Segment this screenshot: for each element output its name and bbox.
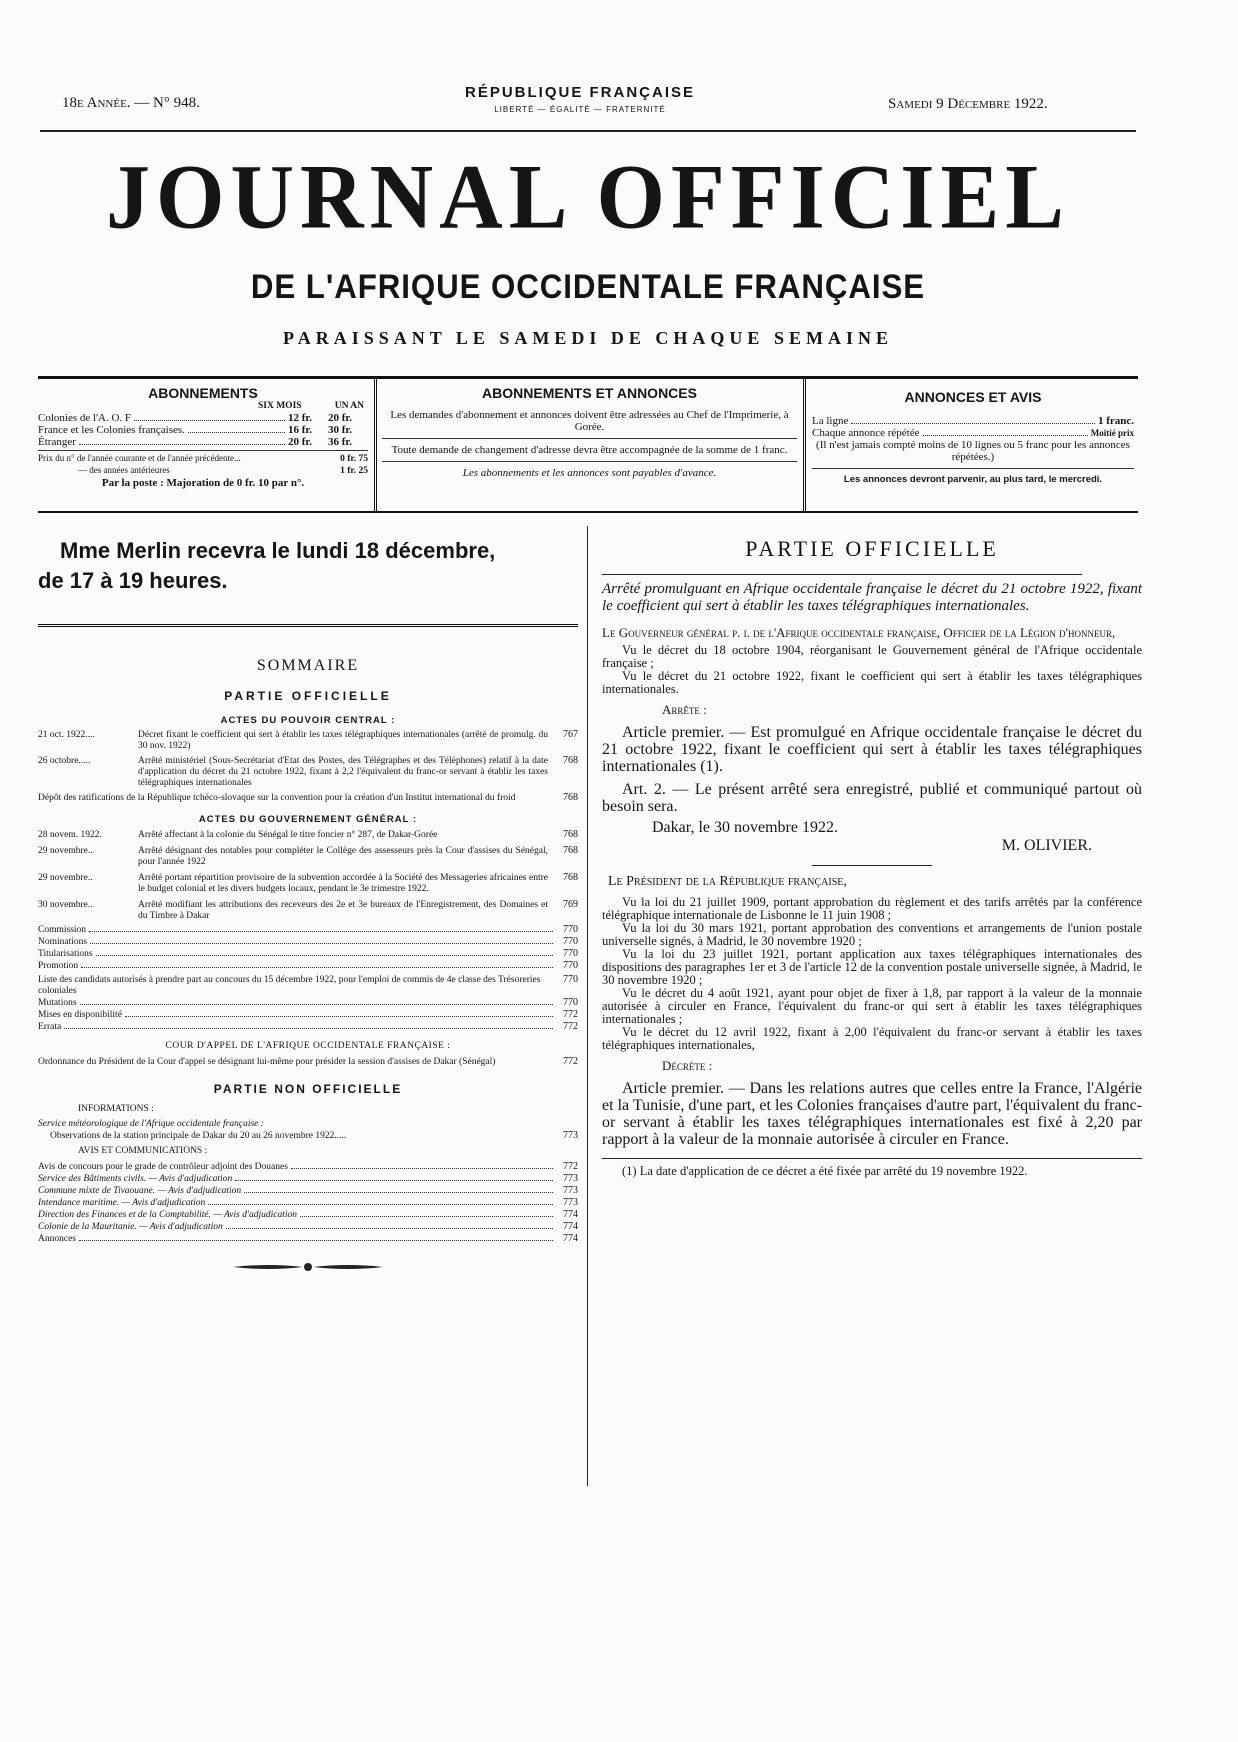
issue-date: Samedi 9 Décembre 1922.	[888, 96, 1048, 112]
sommaire-partie-non-officielle: PARTIE NON OFFICIELLE	[213, 1082, 403, 1096]
ads-repeat-value: Moitié prix	[1090, 428, 1134, 438]
price-old-value: 1 fr. 25	[340, 466, 368, 476]
column-divider	[587, 526, 588, 1486]
toc-entry[interactable]: 28 novem. 1922. Arrêté affectant à la colonie du Sénégal le titre foncier n° 287, de Dakar-Gorée 768	[38, 829, 578, 840]
subscription-box	[38, 376, 1138, 513]
subs-ads-text-2: Toute demande de changement d'adresse devra être accompagnée de la somme de 1 franc.	[391, 444, 788, 456]
article-1b: Article premier. — Dans les relations autres que celles entre la France, l'Algérie et la Tunisie, d'une part, et les Colonies françaises d'autre part, l'équivalent du franc-or servant à établir les taxes télégraphiques internationales est fixé à 2,20 par rapport à la valeur de la monnaie autorisée à circuler en France.	[602, 1080, 1142, 1148]
toc-entry[interactable]: Commission 770	[38, 924, 578, 935]
signature: M. OLIVIER.	[1001, 837, 1092, 854]
ads-line-value: 1 franc.	[1097, 415, 1134, 427]
subs-ads-text-1: Les demandes d'abonnement et annonces doivent être adressées au Chef de l'Imprimerie, à Gorée.	[390, 409, 789, 433]
toc-entry[interactable]: Promotion 770	[38, 960, 578, 971]
president-intro: Le Président de la République française,	[608, 874, 847, 889]
toc-entry[interactable]: Nominations 770	[38, 936, 578, 947]
toc-entry[interactable]: Mises en disponibilité 772	[38, 1009, 578, 1020]
subs-ads-text-3: Les abonnements et les annonces sont payables d'avance.	[462, 467, 717, 479]
post-surcharge: Par la poste : Majoration de 0 fr. 10 par n°.	[101, 477, 305, 489]
ads-note: (Il n'est jamais compté moins de 10 lignes ou 5 franc pour les annonces répétées.)	[816, 439, 1130, 463]
price-old-label: — des années antérieures	[78, 465, 170, 475]
toc-entry[interactable]: Mutations 770	[38, 997, 578, 1008]
vu-3: Vu la loi du 21 juillet 1909, portant approbation du règlement et des tarifs arrêtés par la conférence télégraphique internationale de Lisbonne le 11 juin 1908 ;	[602, 895, 1142, 922]
toc-entry[interactable]: Avis de concours pour le grade de contrôleur adjoint des Douanes 772	[38, 1161, 578, 1172]
col-six-months: SIX MOIS	[258, 401, 302, 411]
toc-entry[interactable]: Ordonnance du Président de la Cour d'appel se désignant lui-même pour présider la session d'assises de Dakar (Sénégal) 772	[38, 1056, 578, 1067]
toc-entry[interactable]: Titularisations 770	[38, 948, 578, 959]
header-rule-top	[40, 130, 1136, 132]
toc-entry[interactable]: Colonie de la Mauritanie. — Avis d'adjudication 774	[38, 1221, 578, 1232]
subscriptions-title: ABONNEMENTS	[148, 385, 258, 401]
republic-motto: LIBERTÉ — ÉGALITÉ — FRATERNITÉ	[494, 105, 666, 114]
left-column	[38, 536, 578, 1278]
issue-number: 18e Année. — N° 948.	[62, 95, 200, 111]
toc-entry[interactable]: Liste des candidats autorisés à prendre part au concours du 15 décembre 1922, pour l'emploi de commis de 4e classe des Trésoreries coloniales 770	[38, 974, 578, 996]
informations-heading: INFORMATIONS :	[78, 1104, 154, 1114]
official-heading: PARTIE OFFICIELLE	[745, 536, 999, 561]
arrete-label: Arrête :	[662, 702, 707, 717]
toc-entry[interactable]: Dépôt des ratifications de la République tchéco-slovaque sur la convention pour la création d'un Institut international du froid 768	[38, 792, 578, 803]
toc-entry[interactable]: Commune mixte de Tivaouane. — Avis d'adjudication 773	[38, 1185, 578, 1196]
price-current-label: Prix du n° de l'année courante et de l'année précédente...	[38, 453, 241, 463]
subscription-row: Colonies de l'A. O. F 12 fr. 20 fr.	[38, 412, 353, 424]
toc-entry[interactable]: 29 novembre.. Arrêté désignant des notables pour compléter le Collège des assesseurs près la Cour d'assises du Sénégal, pour l'année 1922 768	[38, 845, 578, 867]
ads-panel	[812, 389, 1134, 485]
toc-entry[interactable]: Errata 772	[38, 1021, 578, 1032]
cour-appel-heading: COUR D'APPEL DE L'AFRIQUE OCCIDENTALE FRANÇAISE :	[165, 1041, 451, 1051]
decrete-label: Décrète :	[662, 1058, 713, 1073]
article-2: Art. 2. — Le présent arrêté sera enregistré, publié et communiqué partout où besoin sera.	[602, 781, 1142, 815]
actes-gouv-heading: ACTES DU GOUVERNEMENT GÉNÉRAL :	[198, 814, 418, 825]
toc-entry[interactable]: 30 novembre.. Arrêté modifiant les attributions des receveurs des 2e et 3e bureaux de l'Enregistrement, des Domaines et du Timbre à Dakar 769	[38, 899, 578, 921]
toc-entry[interactable]: Direction des Finances et de la Comptabilité. — Avis d'adjudication 774	[38, 1209, 578, 1220]
toc-entry[interactable]: 21 oct. 1922.... Décret fixant le coefficient qui sert à établir les taxes télégraphiques internationales (arrêté de promulg. du 30 nov. 1922) 767	[38, 729, 578, 751]
journal-subtitle: DE L'AFRIQUE OCCIDENTALE FRANÇAISE	[250, 268, 926, 306]
vu-5: Vu la loi du 23 juillet 1921, portant application aux taxes télégraphiques internationales des dispositions des paragraphes 1er et 3 de l'article 12 de la convention postale universelle signée, à Madrid, le 30 novembre 1920 ;	[602, 947, 1142, 987]
ads-title: ANNONCES ET AVIS	[904, 389, 1042, 405]
avis-heading: AVIS ET COMMUNICATIONS :	[78, 1146, 208, 1156]
journal-title: JOURNAL OFFICIEL	[106, 146, 1070, 249]
arrete-intro: Arrêté promulguant en Afrique occidentale française le décret du 21 octobre 1922, fixant le coefficient qui sert à établir les taxes télégraphiques internationales.	[602, 581, 1142, 614]
gouverneur-intro: Le Gouverneur général p. i. de l'Afrique occidentale française, Officier de la Légion d'honneur,	[602, 625, 1116, 640]
toc-entry[interactable]: Intendance maritime. — Avis d'adjudication 773	[38, 1197, 578, 1208]
ads-repeat-label: Chaque annonce répétée	[812, 427, 920, 439]
vu-1: Vu le décret du 18 octobre 1904, réorganisant le Gouvernement général de l'Afrique occidentale française ;	[602, 643, 1142, 670]
vu-2: Vu le décret du 21 octobre 1922, fixant le coefficient qui sert à établir les taxes télégraphiques internationales.	[602, 669, 1142, 696]
vu-7: Vu le décret du 12 avril 1922, fixant à 2,00 l'équivalent du franc-or servant à établir les taxes télégraphiques internationales,	[602, 1025, 1142, 1052]
article-1: Article premier. — Est promulgué en Afrique occidentale française le décret du 21 octobre 1922, fixant le coefficient qui sert à établir les taxes télégraphiques internationales (1).	[602, 724, 1142, 775]
republic-label: RÉPUBLIQUE FRANÇAISE	[464, 84, 695, 101]
service-meteo: Service météorologique de l'Afrique occidentale française :	[38, 1119, 264, 1129]
subs-ads-panel	[382, 385, 797, 479]
price-current-value: 0 fr. 75	[340, 454, 368, 464]
toc-entry[interactable]: Annonces 774	[38, 1233, 578, 1244]
toc-entry[interactable]: 26 octobre..... Arrêté ministériel (Sous-Secrétariat d'Etat des Postes, des Télégraphes et des Téléphones) relatif à la date d'application du décret du 21 octobre 1922, fixant à 2,2 l'équivalent du franc-or servant à établir les taxes télégraphiques internationales 768	[38, 755, 578, 788]
toc-entry[interactable]: Service des Bâtiments civils. — Avis d'adjudication 773	[38, 1173, 578, 1184]
vu-4: Vu la loi du 30 mars 1921, portant approbation des conventions et arrangements de l'union postale universelle signés, à Madrid, le 30 novembre 1920 ;	[602, 921, 1142, 948]
toc-entry[interactable]: 29 novembre.. Arrêté portant répartition provisoire de la subvention accordée à la Société des Messageries africaines entre le budget colonial et les divers budgets locaux, pendant le 3e trimestre 1922. 768	[38, 872, 578, 894]
subs-ads-title: ABONNEMENTS ET ANNONCES	[482, 385, 697, 401]
ornament-divider	[38, 1261, 578, 1278]
actes-pouvoir-heading: ACTES DU POUVOIR CENTRAL :	[220, 715, 396, 726]
ads-deadline: Les annonces devront parvenir, au plus tard, le mercredi.	[843, 474, 1103, 485]
subscriptions-panel	[38, 385, 368, 489]
vu-6: Vu le décret du 4 août 1921, ayant pour objet de fixer à 1,8, par rapport à la valeur de la monnaie autorisée à circuler en France, l'équivalent du franc-or qui sert à établir les taxes télégraphiques internationales ;	[602, 986, 1142, 1026]
subscription-row: Étranger 20 fr. 36 fr.	[38, 436, 353, 448]
col-one-year: UN AN	[334, 401, 364, 411]
sommaire-title: SOMMAIRE	[256, 657, 360, 674]
ads-line-label: La ligne	[812, 415, 849, 427]
place-date: Dakar, le 30 novembre 1922.	[652, 819, 838, 836]
journal-tagline: PARAISSANT LE SAMEDI DE CHAQUE SEMAINE	[283, 328, 893, 348]
reception-notice: Mme Merlin recevra le lundi 18 décembre, de 17 à 19 heures.	[38, 538, 496, 593]
toc-entry[interactable]: Observations de la station principale de Dakar du 20 au 26 novembre 1922..... 773	[50, 1130, 578, 1141]
subscription-row: France et les Colonies françaises. 16 fr. 30 fr.	[38, 424, 353, 436]
right-column	[602, 536, 1142, 1178]
sommaire-partie-officielle: PARTIE OFFICIELLE	[224, 689, 392, 703]
footnote: (1) La date d'application de ce décret a été fixée par arrêté du 19 novembre 1922.	[622, 1164, 1028, 1178]
